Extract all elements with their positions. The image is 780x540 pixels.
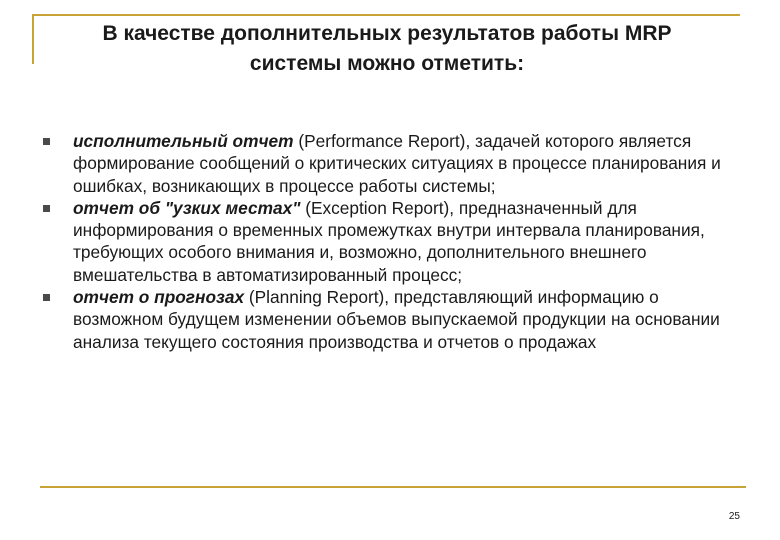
- bullet-text: (Exception Report), предназначенный для информирования о временных промежутках внутри интервала планирования, требующих особого внимания и, возможно, дополнительного внешнего вмешательства в автоматизированный процесс;: [73, 197, 705, 285]
- bullet-item-performance-report: [40, 130, 745, 197]
- page-number: 25: [728, 511, 740, 522]
- bullet-list: [40, 130, 745, 353]
- square-bullet-icon: [43, 205, 50, 212]
- bullet-term: отчет об "узких местах": [73, 197, 301, 218]
- bullet-item-planning-report: [40, 286, 745, 353]
- square-bullet-icon: [43, 294, 50, 301]
- bullet-text: (Planning Report), представляющий информацию о возможном будущем изменении объемов выпускаемой продукции на основании анализа текущего состояния производства и отчетов о продажах: [73, 287, 720, 352]
- bullet-term: исполнительный отчет: [73, 131, 294, 151]
- square-bullet-icon: [43, 138, 50, 145]
- slide-title: [34, 19, 740, 79]
- bullet-term: отчет о прогнозах: [73, 287, 245, 308]
- title-frame-top-rule: [32, 14, 740, 16]
- slide-title-line-1: В качестве дополнительных результатов работы MRP: [102, 22, 672, 45]
- bullet-text: (Performance Report), задачей которого является формирование сообщений о критических ситуациях в процессе планирования и ошибках, возникающих в процессе работы системы;: [73, 131, 721, 196]
- footer-rule: [40, 486, 746, 488]
- slide-title-line-2: системы можно отметить:: [249, 52, 525, 75]
- bullet-item-exception-report: [40, 197, 745, 286]
